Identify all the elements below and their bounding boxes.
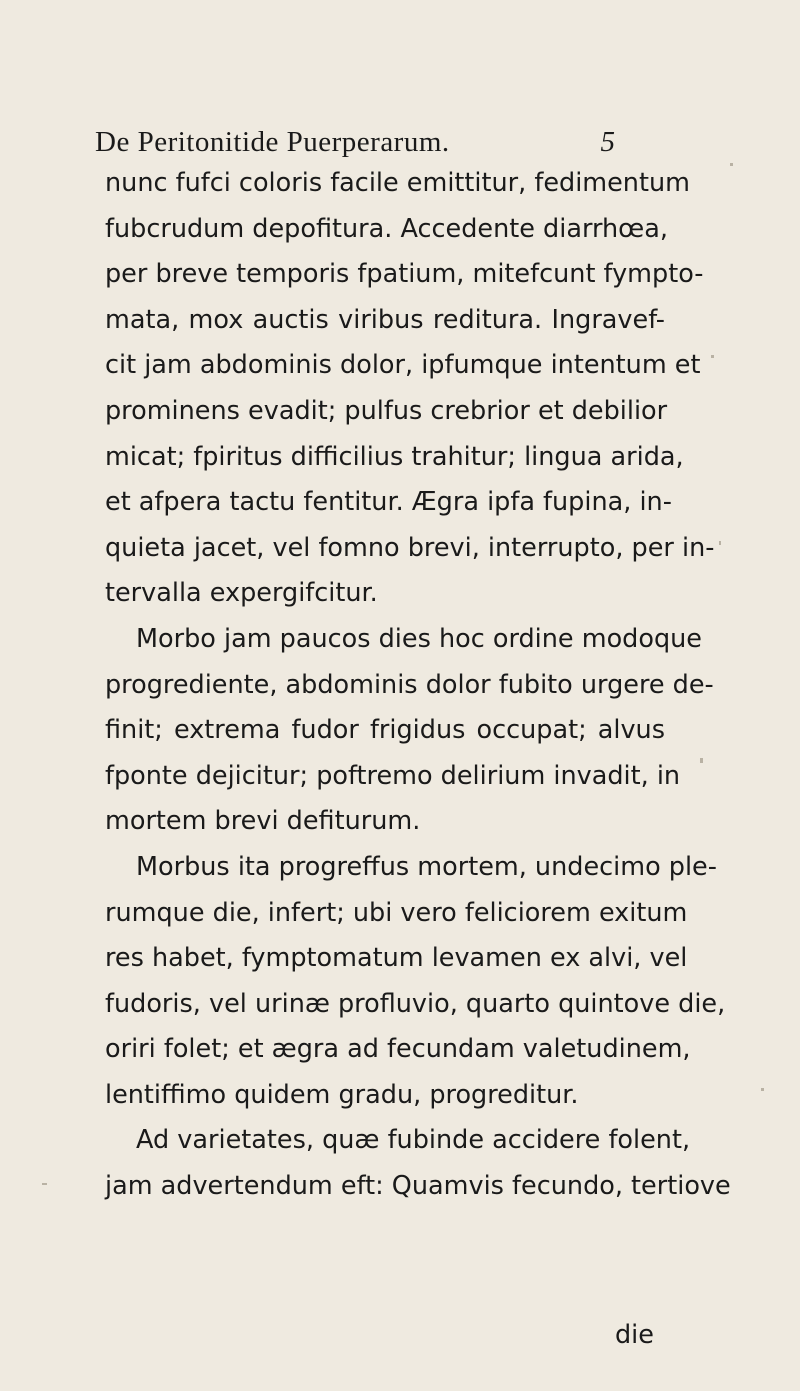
margin-speck xyxy=(711,355,714,358)
text-line: jam advertendum eft: Quamvis fecundo, tertiove xyxy=(105,1171,731,1202)
catchword: die xyxy=(615,1320,654,1350)
text-line: nunc fufci coloris facile emittitur, fedimentum xyxy=(105,168,690,198)
page-number: 5 xyxy=(600,126,615,158)
text-line: finit; extrema fudor frigidus occupat; alvus xyxy=(105,715,665,746)
text-line: tervalla expergifcitur. xyxy=(105,578,378,609)
text-line: et afpera tactu fentitur. Ægra ipfa fupina, in- xyxy=(105,487,672,518)
text-line: micat; fpiritus difficilius trahitur; lingua arida, xyxy=(105,441,684,472)
text-line: rumque die, infert; ubi vero feliciorem exitum xyxy=(105,897,688,928)
text-line: oriri folet; et ægra ad fecundam valetudinem, xyxy=(105,1034,691,1065)
running-head xyxy=(95,126,615,166)
running-title: De Peritonitide Puerperarum. xyxy=(95,126,450,158)
text-line: prominens evadit; pulfus crebrior et debilior xyxy=(105,395,668,426)
text-line: res habet, fymptomatum levamen ex alvi, vel xyxy=(105,943,688,974)
margin-speck xyxy=(700,758,703,763)
margin-speck xyxy=(730,163,733,166)
text-line: Morbo jam paucos dies hoc ordine modoque xyxy=(136,623,702,654)
text-line: Morbus ita progreffus mortem, undecimo ple- xyxy=(136,851,717,882)
text-line: mata, mox auctis viribus reditura. Ingravef- xyxy=(105,304,665,335)
text-line: fubcrudum depofitura. Accedente diarrhœa, xyxy=(105,213,668,244)
text-line: cit jam abdominis dolor, ipfumque intentum et xyxy=(105,350,701,381)
text-line: progrediente, abdominis dolor fubito urgere de- xyxy=(105,669,714,700)
margin-speck xyxy=(761,1088,764,1091)
text-line: quieta jacet, vel fomno brevi, interrupto, per in- xyxy=(105,532,715,563)
margin-speck xyxy=(42,1183,47,1185)
text-line: mortem brevi defiturum. xyxy=(105,806,421,837)
margin-speck xyxy=(719,541,721,545)
text-line: Ad varietates, quæ fubinde accidere folent, xyxy=(136,1125,691,1156)
text-line: lentiffimo quidem gradu, progreditur. xyxy=(105,1079,579,1110)
text-line: fudoris, vel urinæ profluvio, quarto quintove die, xyxy=(105,988,726,1019)
body-text xyxy=(105,161,731,1210)
text-line: fponte dejicitur; poftremo delirium invadit, in xyxy=(105,760,681,791)
text-line: per breve temporis fpatium, mitefcunt fympto- xyxy=(105,259,704,290)
